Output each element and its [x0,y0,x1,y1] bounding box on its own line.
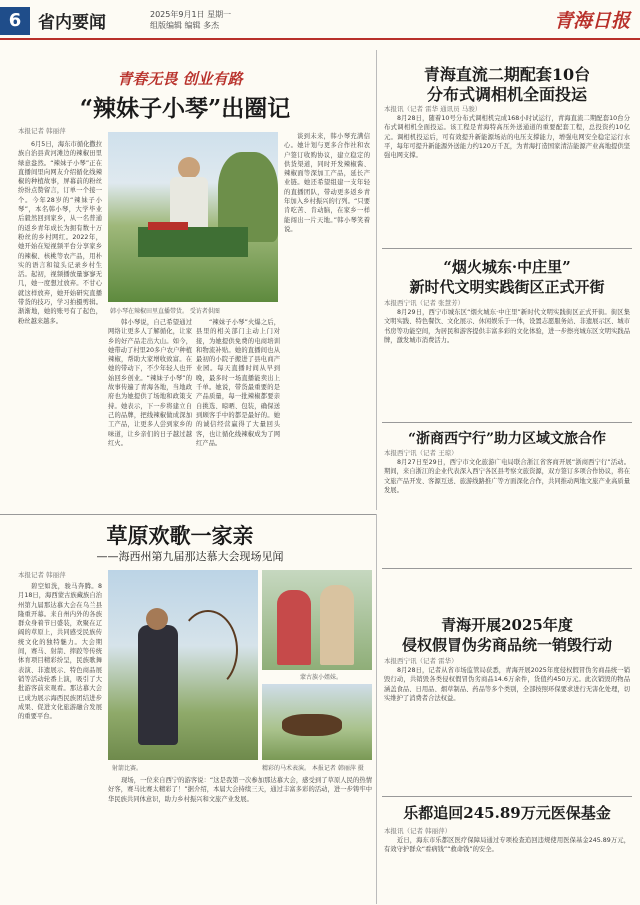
story3-text: 8月29日，西宁市城东区“烟火城东·中庄里”新时代文明实践街区正式开街。街区集文明实践、特色餐饮、文化展示、休闲娱乐于一体，设置志愿服务站、非遗展示区、城市书房等功能空间，为居民和游客提供丰富多彩的文化体验，进一步擦亮城东区文明实践品牌，激发城市消费活力。 [384,309,630,344]
story5-title: 草原欢歌一家亲 [106,523,254,548]
story2-text: 8月28日，随着10号分布式调相机完成168小时试运行，青海直流二期配套10台分布式调相机全面投运。该工程是青海特高压外送通道的重要配套工程，总投资约10亿元。调相机投运后，可有效提升新能源场站的电压支撑能力，增强电网安全稳定运行水平，每年可提升新能源外送能力约120万千瓦，为青海打造国家清洁能源产业高地提供坚强电网支撑。 [384,115,630,160]
story1-col2: 韩小琴说，自己希望通过网络让更多人了解循化，让家乡的好产品走出大山。如今，她带动了村里20多户农户种植辣椒，帮助大家增收致富。在她的带动下，不少年轻人也开始回乡创业。“辣妹子小琴”的故事传遍了青海各地，当地政府也为她提供了场地和政策支持。她表示，下一步将建立自己的品牌，把线辣椒做成深加工产品，让更多人尝到家乡的味道，让乡亲们的日子越过越红火。 [108,319,192,447]
story3-title-1: “烟火城东·中庄里” [443,258,571,276]
story1-kicker: 青春无畏 创业有路 [117,70,243,88]
story6-byline: 本报西宁讯（记者 雷华） [384,657,458,665]
story5-byline: 本报记者 韩丽萍 [18,571,66,579]
story4-title: “浙商西宁行”助力区域文旅合作 [407,431,607,447]
date-info [150,9,231,31]
pepper-tray [148,222,188,230]
story2-title-2: 分布式调相机全面投运 [426,85,587,104]
page-number: 6 [0,7,30,35]
divider [382,796,632,797]
girl-figure-1 [277,590,311,665]
story7-byline: 本报讯（记者 韩丽萍） [384,827,452,835]
story5-caption-2: 蒙古族小姐妹。 [300,674,343,681]
story7-title: 乐都追回245.89万元医保基金 [403,804,611,822]
date-line: 2025年9月1日 星期一 [150,10,232,19]
story3-byline: 本报西宁讯（记者 张慧芳） [384,299,465,307]
story5-photo-horse [262,684,372,760]
story5-text: 碧空如洗，骏马奔腾。8月18日，海西蒙古族藏族自治州第九届那达慕大会在乌兰县隆重开幕。来自州内外的各族群众身着节日盛装，欢聚在辽阔的草原上，共同感受民族传统文化的独特魅力。大会期间，赛马、射箭、摔跤等传统体育项目精彩纷呈，民族歌舞表演、非遗展示、特色商品展销等活动轮番上演，吸引了大批游客前来观看。那达慕大会已成为展示海西民族团结进步成果、促进文化旅游融合发展的重要平台。 [18,583,102,721]
story1-photo [108,132,278,302]
story1-col4: 谈到未来，韩小琴充满信心。她计划与更多合作社和农户签订收购协议，建立稳定的供货渠道，同时开发辣椒酱、辣椒面等深加工产品，延长产业链。她还希望组建一支年轻的直播团队，带动更多返乡青年加入乡村振兴的行列。“只要肯吃苦、肯动脑，在家乡一样能闯出一片天地。”韩小琴笑着说。 [284,133,370,233]
story2-byline: 本报讯（记者 雷华 通讯员 马骏） [384,105,482,113]
story5-caption-1: 射箭比赛。 [112,765,143,772]
story3-title-2: 新时代文明实践街区正式开街 [409,278,605,296]
story7-text: 近日，海东市乐都区医疗保障局通过专项检查追回违规使用医保基金245.89万元，有效守护群众“看病钱”“救命钱”的安全。 [384,837,630,854]
story5-caption-3: 精彩的马术表演。 本报记者 韩丽萍 摄 [262,765,364,772]
story1-col3: “辣妹子小琴”火爆之后，县里的相关部门主动上门对接，为她提供免费的电商培训和物流补贴。她的直播间也从最初的小院子搬进了县电商产业园。每天直播时间从早到晚，最多时一场直播能卖出上千单。她说，带货最重要的是产品质量，每一批辣椒都要亲自挑选、晾晒、包装，确保送到顾客手中的都是最好的。她的诚信经营赢得了大量回头客，也让循化线辣椒成为了网红产品。 [196,319,280,447]
newspaper-logo: 青海日报 [553,10,630,32]
table-shape [138,227,248,257]
editor-line: 组版编辑 编辑 多杰 [150,21,220,30]
divider [382,248,632,249]
horse-shape [282,714,342,736]
story2-title-1: 青海直流二期配套10台 [423,65,591,84]
story1-byline: 本报记者 韩丽萍 [18,127,66,135]
story6-text: 8月28日，记者从省市场监管局获悉，青海开展2025年度侵权假冒伪劣商品统一销毁行动，共销毁各类侵权假冒伪劣商品14.6万余件，货值约450万元。此次销毁的物品涵盖食品、日用品、烟草制品、药品等多个类别，全部按照环保要求进行无害化处理，切实维护了消费者合法权益。 [384,667,630,702]
story6-title-2: 侵权假冒伪劣商品统一销毁行动 [401,636,612,654]
story1-caption: 韩小琴在辣椒田里直播带货。 受访者供图 [110,308,220,315]
story6-title-1: 青海开展2025年度 [441,616,573,634]
story4-byline: 本报西宁讯（记者 王琼） [384,449,458,457]
page-header [0,0,640,40]
column-divider [376,50,377,510]
column-divider [376,514,377,904]
divider [382,568,632,569]
section-title: 省内要闻 [38,13,106,33]
story5-photo-archery [108,570,258,760]
story5-subtitle: ——海西州第九届那达慕大会现场见闻 [96,550,284,563]
story1-col1: 6月5日，海东市循化撒拉族自治县黄河滩边的辣椒田里绿意盎然。“辣妹子小琴”正在直播间里向网友介绍循化线辣椒的种植故事，屏幕前的粉丝纷纷点赞留言，订单一个接一个。今年28岁的“辣妹子小琴”，本名韩小琴，大学毕业后毅然回到家乡，从一名普通的返乡青年成长为拥有数十万粉丝的乡村网红。2022年，她开始在短视频平台分享家乡的辣椒、核桃等农产品，用朴实的语言和镜头记录乡村生活。起初，视频播放量寥寥无几，她一度想过放弃。不甘心就这样放弃，她开始研究直播带货的技巧，学习拍摄剪辑。渐渐地，她的账号有了起色，粉丝越来越多。 [18,141,102,325]
divider [382,422,632,423]
story5-text2: 现场，一位来自西宁的游客说：“这是我第一次参加那达慕大会，感受到了草原人民的热情好客，赛马比赛太精彩了！”据介绍，本届大会持续三天，通过丰富多彩的活动，进一步铸牢中华民族共同体意识，助力乡村振兴和文旅产业发展。 [108,777,372,803]
archer-head [146,608,168,630]
divider [0,514,376,515]
story4-text: 8月27日至29日，西宁市文化旅游广电局联合浙江省客商开展“浙商西宁行”活动。期间，来自浙江的企业代表深入西宁各区县考察文旅资源，双方签订多项合作协议，将在文旅产品开发、客源互送、旅游线路推广等方面深化合作，共同推动两地文旅产业高质量发展。 [384,459,630,494]
girl-figure-2 [320,585,354,665]
person-figure [178,157,200,179]
story5-photo-girls [262,570,372,670]
archer-figure [138,625,178,745]
story1-title: “辣妹子小琴”出圈记 [79,95,291,122]
bow-shape [178,610,238,690]
